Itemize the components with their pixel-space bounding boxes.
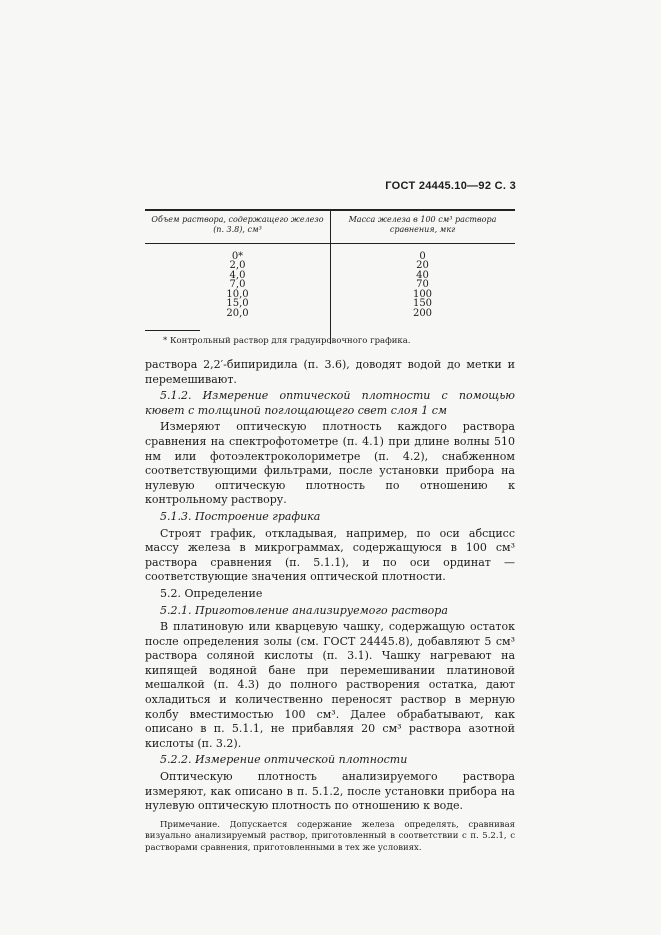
table-cell: 2,0 <box>229 260 246 272</box>
table-cell: 10,0 <box>226 288 249 300</box>
section-heading-5-2: 5.2. Определение <box>160 586 263 600</box>
table-cell: 150 <box>412 298 433 310</box>
table-column-volume <box>145 244 330 344</box>
table-cell: 100 <box>412 288 433 300</box>
section-heading-5-1-3: 5.1.3. Построение графика <box>160 509 321 523</box>
note: Примечание. Допускается содержание железа определять, сравнивая визуально анализируемый раствор, приготовленный в соответствии с п. 5.2.1, с растворами сравнения, приготовленными в тех же условиях. <box>145 819 515 853</box>
table-cell: 20,0 <box>226 308 249 320</box>
section-heading-5-2-2: 5.2.2. Измерение оптической плотности <box>160 753 408 767</box>
table-cell: 200 <box>412 308 433 320</box>
table-cell: 70 <box>416 279 429 291</box>
table-header-volume: Объем раствора, содержащего железо (п. 3.8), см³ <box>151 214 324 234</box>
table-cell: 40 <box>416 269 429 281</box>
paragraph: Измеряют оптическую плотность каждого раствора сравнения на спектрофотометре (п. 4.1) при длине волны 510 нм или фотоэлектроколориметре (п. 4.2), снабженном соответствующими фильтрами, после установки прибора на нулевую оптическую плотность по отношению к контрольному раствору. <box>145 420 515 507</box>
table-footnote: * Контрольный раствор для градуировочного графика. <box>163 336 411 346</box>
table-column-mass <box>330 244 515 344</box>
table-column-divider <box>330 211 331 344</box>
paragraph: Строят график, откладывая, например, по оси абсцисс массу железа в микрограммах, содержащуюся в 100 см³ раствора сравнения (п. 5.1.1), и по оси ординат — соответствующие значения оптической плотности. <box>145 526 515 584</box>
page-header: ГОСТ 24445.10—92 С. 3 <box>385 180 516 192</box>
footnote-rule <box>145 330 200 331</box>
section-heading-5-1-2: 5.1.2. Измерение оптической плотности с помощью кювет с толщиной поглощающего свет слоя 1 см <box>145 389 515 417</box>
paragraph: Оптическую плотность анализируемого раствора измеряют, как описано в п. 5.1.2, после установки прибора на нулевую оптическую плотность по отношению к воде. <box>145 770 515 813</box>
table-cell: 7,0 <box>229 279 246 291</box>
table-header-mass: Масса железа в 100 см³ раствора сравнения, мкг <box>348 214 497 234</box>
table-body <box>145 244 515 344</box>
table-cell: 4,0 <box>229 269 246 281</box>
paragraph: раствора 2,2′-бипиридила (п. 3.6), доводят водой до метки и перемешивают. <box>145 358 515 386</box>
table-cell: 0* <box>231 250 244 262</box>
table-cell: 15,0 <box>226 298 249 310</box>
section-heading-5-2-1: 5.2.1. Приготовление анализируемого раствора <box>160 603 448 617</box>
table-cell: 20 <box>416 260 429 272</box>
calibration-table <box>145 209 515 344</box>
table-cell: 0 <box>419 250 426 262</box>
document-body <box>145 358 515 856</box>
paragraph: В платиновую или кварцевую чашку, содержащую остаток после определения золы (см. ГОСТ 24445.8), добавляют 5 см³ раствора соляной кислоты (п. 3.1). Чашку нагревают на кипящей водяной бане при перемешивании платиновой мешалкой (п. 4.3) до полного растворения остатка, дают охладиться и количественно переносят раствор в мерную колбу вместимостью 100 см³. Далее обрабатывают, как описано в п. 5.1.1, не прибавляя 20 см³ раствора азотной кислоты (п. 3.2). <box>145 620 515 750</box>
